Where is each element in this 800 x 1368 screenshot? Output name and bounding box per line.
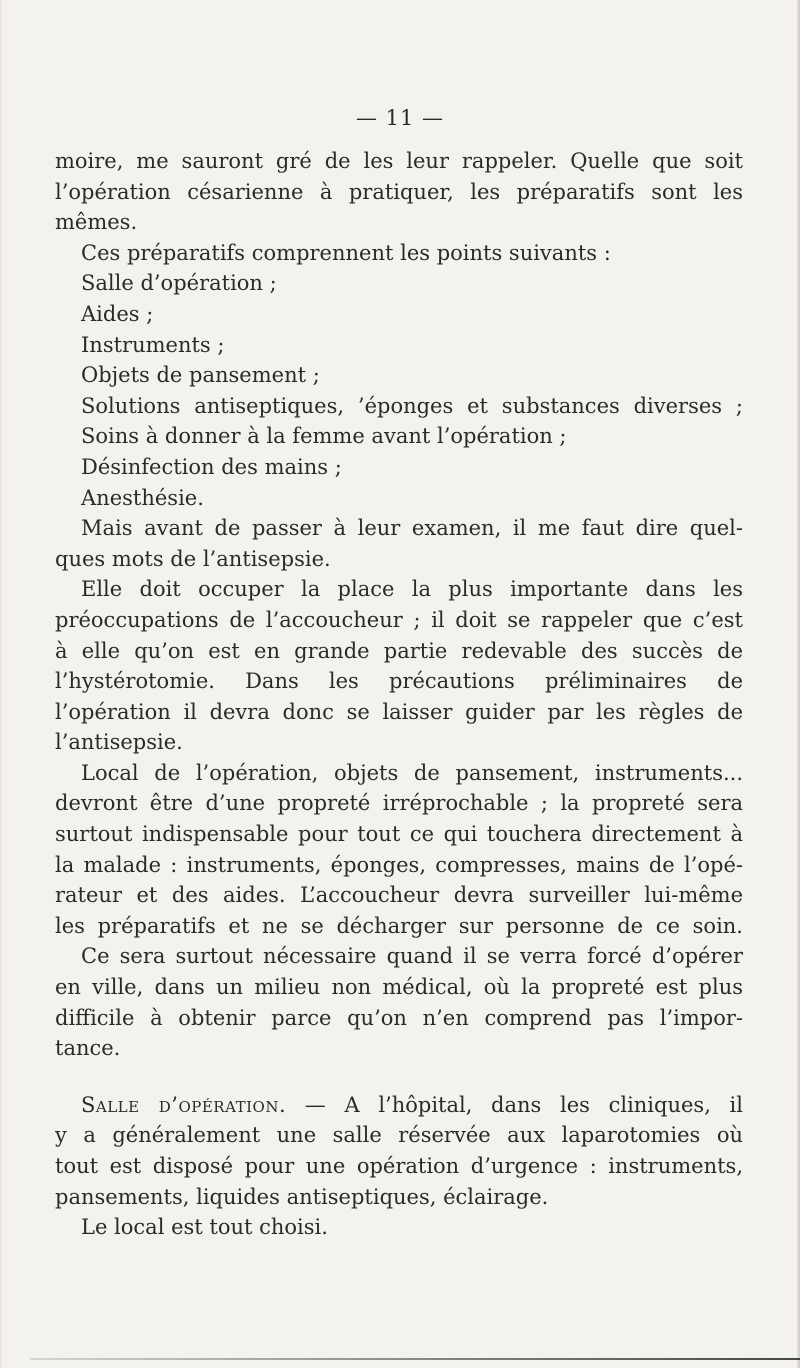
text-line: tout est disposé pour une opération d’urgence : instruments,	[55, 1154, 743, 1178]
list-item: Désinfection des mains ;	[81, 454, 342, 479]
text-line: devront être d’une propreté irréprochable ; la propreté sera	[55, 791, 743, 816]
page-edge-left	[0, 0, 2, 1368]
list-item: Instruments ;	[81, 332, 225, 357]
section-gap	[55, 1064, 743, 1090]
list-item: Soins à donner à la femme avant l’opération ;	[81, 424, 567, 449]
section-heading: Salle d’opération.	[81, 1092, 287, 1117]
text-line: Le local est tout choisi.	[81, 1215, 328, 1240]
text-line: Ce sera surtout nécessaire quand il se verra forcé d’opérer	[81, 944, 743, 969]
text-line: pansements, liquides antiseptiques, éclairage.	[55, 1184, 549, 1209]
text-line: Ces préparatifs comprennent les points suivants :	[81, 240, 611, 265]
section-first-line-text: — A l’hôpital, dans les cliniques, il	[286, 1092, 743, 1117]
text-line: y a généralement une salle réservée aux laparotomies où	[55, 1123, 743, 1148]
list-item: Objets de pansement ;	[81, 363, 320, 388]
list-item: Solutions antiseptiques, ’éponges et substances diverses ;	[81, 393, 743, 418]
text-line: l’opération il devra donc se laisser guider par les règles de	[55, 699, 743, 724]
text-line: moire, me sauront gré de les leur rappeler. Quelle que soit	[55, 149, 743, 173]
text-line: difficile à obtenir parce qu’on n’en comprend pas l’impor-	[55, 1005, 743, 1030]
list-item: Salle d’opération ;	[81, 271, 277, 296]
text-line: l’hystérotomie. Dans les précautions préliminaires de	[55, 669, 743, 694]
text-line: ques mots de l’antisepsie.	[55, 546, 331, 571]
bottom-rule	[30, 1358, 800, 1360]
list-item: Anesthésie.	[81, 485, 204, 510]
text-line: préoccupations de l’accoucheur ; il doit se rappeler que c’est	[55, 607, 743, 632]
text-line: mêmes.	[55, 210, 138, 235]
section-first-line	[55, 1090, 743, 1121]
page-body	[55, 146, 743, 1243]
text-line: l’antisepsie.	[55, 730, 183, 755]
text-line: la malade : instruments, éponges, compresses, mains de l’opé-	[55, 852, 743, 877]
text-line: Elle doit occuper la place la plus importante dans les	[81, 577, 743, 602]
text-line: l’opération césarienne à pratiquer, les préparatifs sont les	[55, 179, 743, 204]
list-item: Aides ;	[81, 301, 154, 326]
text-line: tance.	[55, 1036, 121, 1061]
text-line: à elle qu’on est en grande partie redevable des succès de	[55, 638, 743, 663]
text-line: en ville, dans un milieu non médical, où la propreté est plus	[55, 975, 743, 1000]
text-line: surtout indispensable pour tout ce qui touchera directement à	[55, 822, 743, 847]
text-line: les préparatifs et ne se décharger sur personne de ce soin.	[55, 913, 743, 938]
page-number: — 11 —	[355, 106, 445, 130]
text-line: rateur et des aides. L’accoucheur devra surveiller lui-même	[55, 883, 743, 908]
text-line: Local de l’opération, objets de pansement, instruments...	[81, 760, 743, 785]
text-line: Mais avant de passer à leur examen, il me faut dire quel-	[81, 516, 743, 541]
